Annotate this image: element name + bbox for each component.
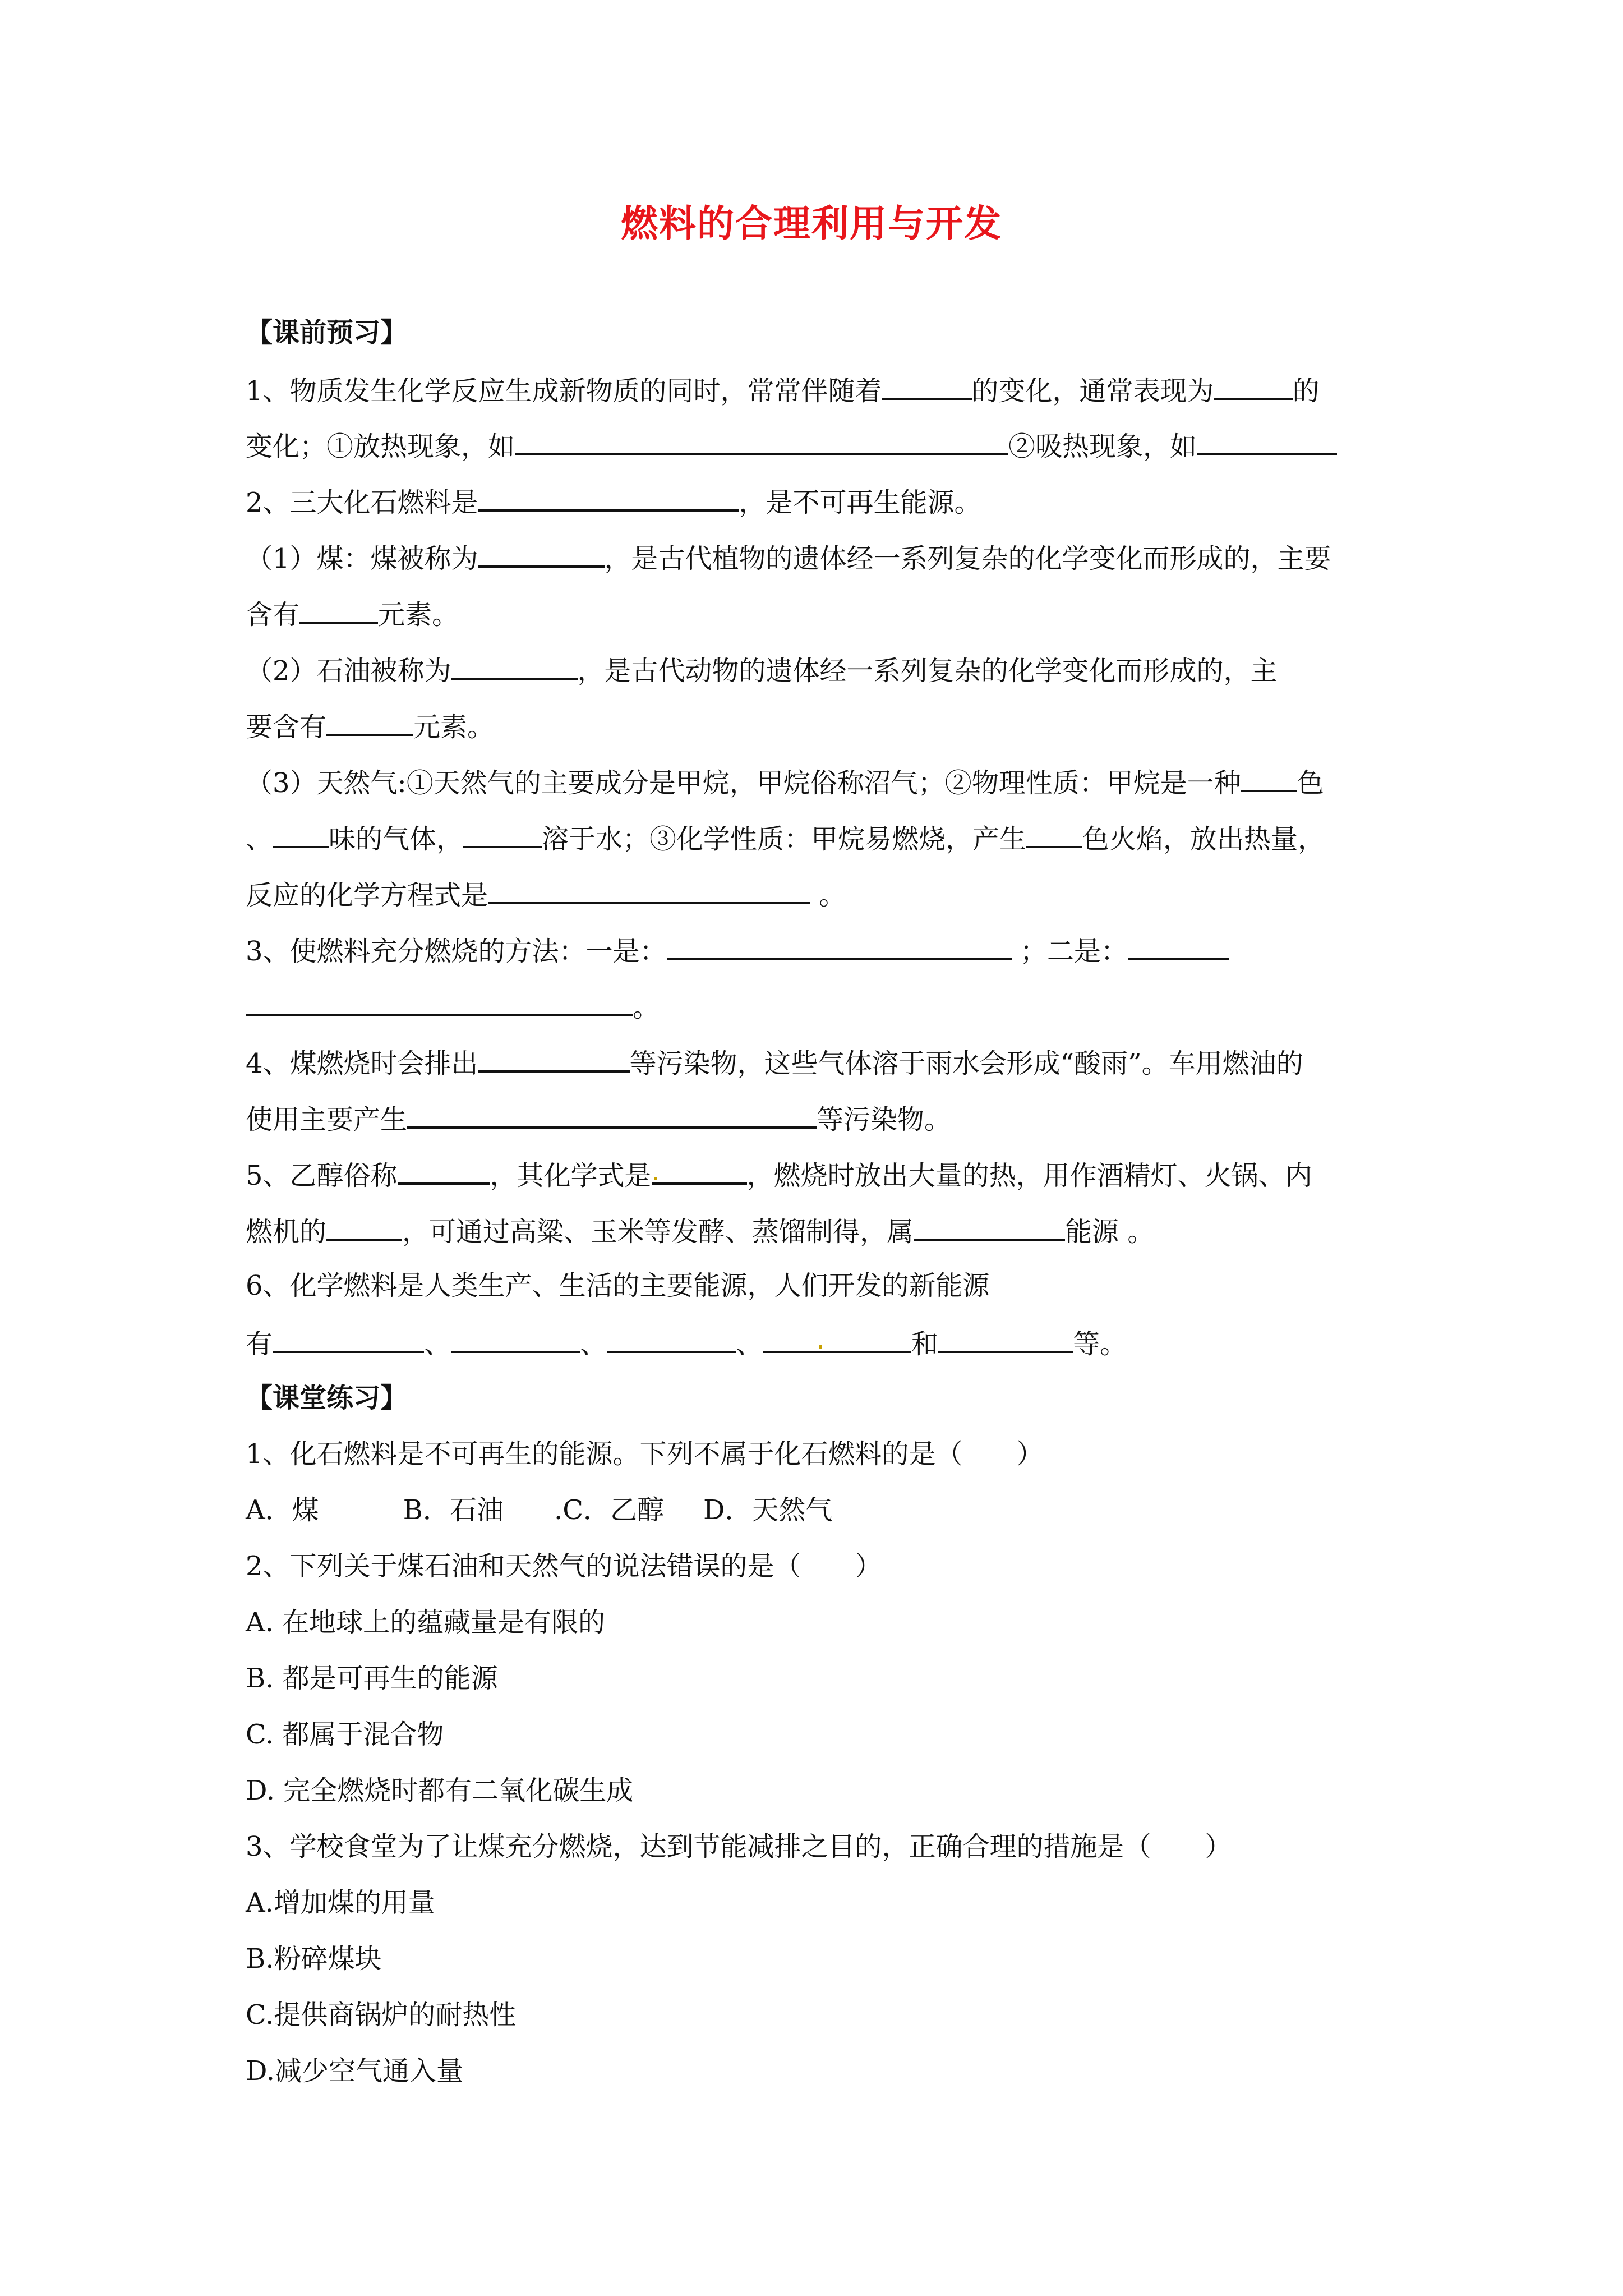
question-text: 、 [580, 1328, 607, 1360]
question-line [246, 988, 660, 1024]
question-line [246, 1325, 1127, 1361]
question-line [246, 876, 846, 912]
question-text: 。 [633, 992, 660, 1023]
question-text: 反应的化学方程式是 [246, 880, 488, 911]
question-stem: 2、下列关于煤石油和天然气的说法错误的是（ ） [246, 1550, 882, 1582]
answer-blank[interactable] [478, 484, 739, 512]
question-text: （2）石油被称为 [246, 655, 451, 687]
option-a[interactable]: A．煤 [246, 1494, 319, 1526]
answer-blank[interactable] [478, 1045, 630, 1073]
answer-blank[interactable] [478, 540, 605, 568]
answer-blank[interactable] [1214, 372, 1293, 400]
option-d[interactable]: D．天然气 [703, 1494, 833, 1526]
answer-blank[interactable] [407, 1101, 817, 1129]
question-text: 色火焰，放出热量， [1082, 823, 1325, 855]
question-text: 、 [736, 1328, 763, 1360]
question-line [246, 764, 1324, 800]
answer-blank[interactable] [326, 1213, 402, 1241]
question-line [246, 596, 459, 632]
question-line [246, 708, 494, 744]
question-text: 有 [246, 1328, 273, 1360]
answer-blank[interactable] [398, 1157, 490, 1185]
question-text: ，可通过高粱、玉米等发酵、蒸馏制得，属 [402, 1216, 914, 1248]
option-c[interactable]: .C．乙醇 [554, 1494, 664, 1526]
answer-blank[interactable] [463, 820, 542, 848]
question-text: 6、化学燃料是人类生产、生活的主要能源，人们开发的新能源 [246, 1270, 990, 1301]
question-text: 变化；①放热现象，如 [246, 431, 515, 462]
question-text: 等。 [1073, 1328, 1127, 1360]
question-text: 。 [819, 880, 846, 911]
question-text: 元素。 [413, 711, 495, 743]
page-title: 燃料的合理利用与开发 [621, 202, 1002, 245]
option-row [246, 1493, 832, 1527]
question-stem: 3、学校食堂为了让煤充分燃烧，达到节能减排之目的，正确合理的措施是（ ） [246, 1831, 1232, 1862]
answer-blank[interactable] [1026, 820, 1082, 848]
question-text: 等污染物，这些气体溶于雨水会形成“酸雨”。车用燃油的 [629, 1048, 1303, 1079]
answer-blank[interactable] [763, 1325, 911, 1353]
question-text: 5、乙醇俗称 [246, 1160, 398, 1191]
question-text: 4、煤燃烧时会排出 [246, 1048, 478, 1079]
question-text: 和 [911, 1328, 939, 1360]
option-a[interactable]: A. 在地球上的蕴藏量是有限的 [246, 1607, 606, 1638]
question-line [246, 1213, 1154, 1249]
answer-blank[interactable] [451, 1325, 580, 1353]
question-text: 色 [1297, 767, 1324, 799]
question-text: 燃机的 [246, 1216, 327, 1248]
option-b[interactable]: B.粉碎煤块 [246, 1943, 382, 1975]
question-text: ②吸热现象，如 [1008, 431, 1197, 462]
option-d[interactable]: D. 完全燃烧时都有二氧化碳生成 [246, 1775, 634, 1806]
question-text: 溶于水；③化学性质：甲烷易燃烧，产生 [542, 823, 1027, 855]
answer-blank[interactable] [652, 1157, 747, 1185]
question-text: 含有 [246, 599, 300, 631]
answer-blank[interactable] [938, 1325, 1073, 1353]
answer-blank[interactable] [451, 652, 578, 680]
option-c[interactable]: C. 都属于混合物 [246, 1719, 444, 1750]
question-text: ，燃烧时放出大量的热，用作酒精灯、火锅、内 [746, 1160, 1312, 1191]
question-text: ；二是： [1020, 936, 1128, 967]
question-line [246, 484, 981, 519]
section-heading-practice: 【课堂练习】 [246, 1382, 408, 1414]
answer-blank[interactable] [246, 988, 633, 1016]
section-heading-preview: 【课前预习】 [246, 317, 408, 348]
answer-blank[interactable] [273, 820, 329, 848]
option-d[interactable]: D.减少空气通入量 [246, 2055, 464, 2087]
stray-dot [654, 1177, 657, 1180]
question-text: （1）煤：煤被称为 [246, 543, 478, 574]
question-line [246, 1269, 990, 1303]
question-text: ，其化学式是 [490, 1160, 652, 1191]
question-text: 1、物质发生化学反应生成新物质的同时，常常伴随着 [246, 375, 882, 407]
option-b[interactable]: B．石油 [403, 1494, 504, 1526]
question-text: ，是不可再生能源。 [739, 487, 981, 518]
question-text: ，是古代动物的遗体经一系列复杂的化学变化而形成的，主 [577, 655, 1278, 687]
question-line [246, 932, 1229, 968]
question-line [246, 427, 1337, 463]
question-text: 等污染物。 [817, 1104, 952, 1135]
answer-blank[interactable] [667, 932, 1012, 960]
question-line [246, 372, 1320, 408]
answer-blank[interactable] [326, 708, 413, 736]
question-line [246, 820, 1325, 856]
answer-blank[interactable] [299, 596, 378, 624]
question-text: 的 [1292, 375, 1320, 407]
answer-blank[interactable] [1197, 427, 1337, 455]
option-a[interactable]: A.增加煤的用量 [246, 1887, 435, 1918]
question-text: 2、三大化石燃料是 [246, 487, 478, 518]
question-line [246, 540, 1331, 576]
stray-dot [819, 1345, 822, 1349]
answer-blank[interactable] [488, 876, 810, 904]
answer-blank[interactable] [914, 1213, 1065, 1241]
answer-blank[interactable] [607, 1325, 736, 1353]
question-stem: 1、化石燃料是不可再生的能源。下列不属于化石燃料的是（ ） [246, 1438, 1044, 1470]
question-line [246, 652, 1278, 688]
question-text: 、 [424, 1328, 451, 1360]
answer-blank[interactable] [1128, 932, 1229, 960]
question-text: 元素。 [378, 599, 459, 631]
question-line [246, 1045, 1303, 1080]
question-text: 要含有 [246, 711, 327, 743]
question-text: 的变化，通常表现为 [971, 375, 1214, 407]
question-text: ，是古代植物的遗体经一系列复杂的化学变化而形成的，主要 [604, 543, 1331, 574]
answer-blank[interactable] [882, 372, 972, 400]
question-text: 3、使燃料充分燃烧的方法：一是： [246, 936, 667, 967]
question-line [246, 1101, 951, 1137]
answer-blank[interactable] [1241, 764, 1297, 792]
answer-blank[interactable] [515, 427, 1008, 455]
option-c[interactable]: C.提供商锅炉的耐热性 [246, 1999, 517, 2031]
question-text: 味的气体， [329, 823, 464, 855]
question-line [246, 1157, 1312, 1193]
question-text: 、 [246, 823, 273, 855]
question-text: 使用主要产生 [246, 1104, 408, 1135]
question-text: （3）天然气:①天然气的主要成分是甲烷，甲烷俗称沼气；②物理性质：甲烷是一种 [246, 767, 1241, 799]
option-b[interactable]: B. 都是可再生的能源 [246, 1663, 498, 1694]
question-text: 能源 。 [1065, 1216, 1155, 1248]
answer-blank[interactable] [273, 1325, 424, 1353]
